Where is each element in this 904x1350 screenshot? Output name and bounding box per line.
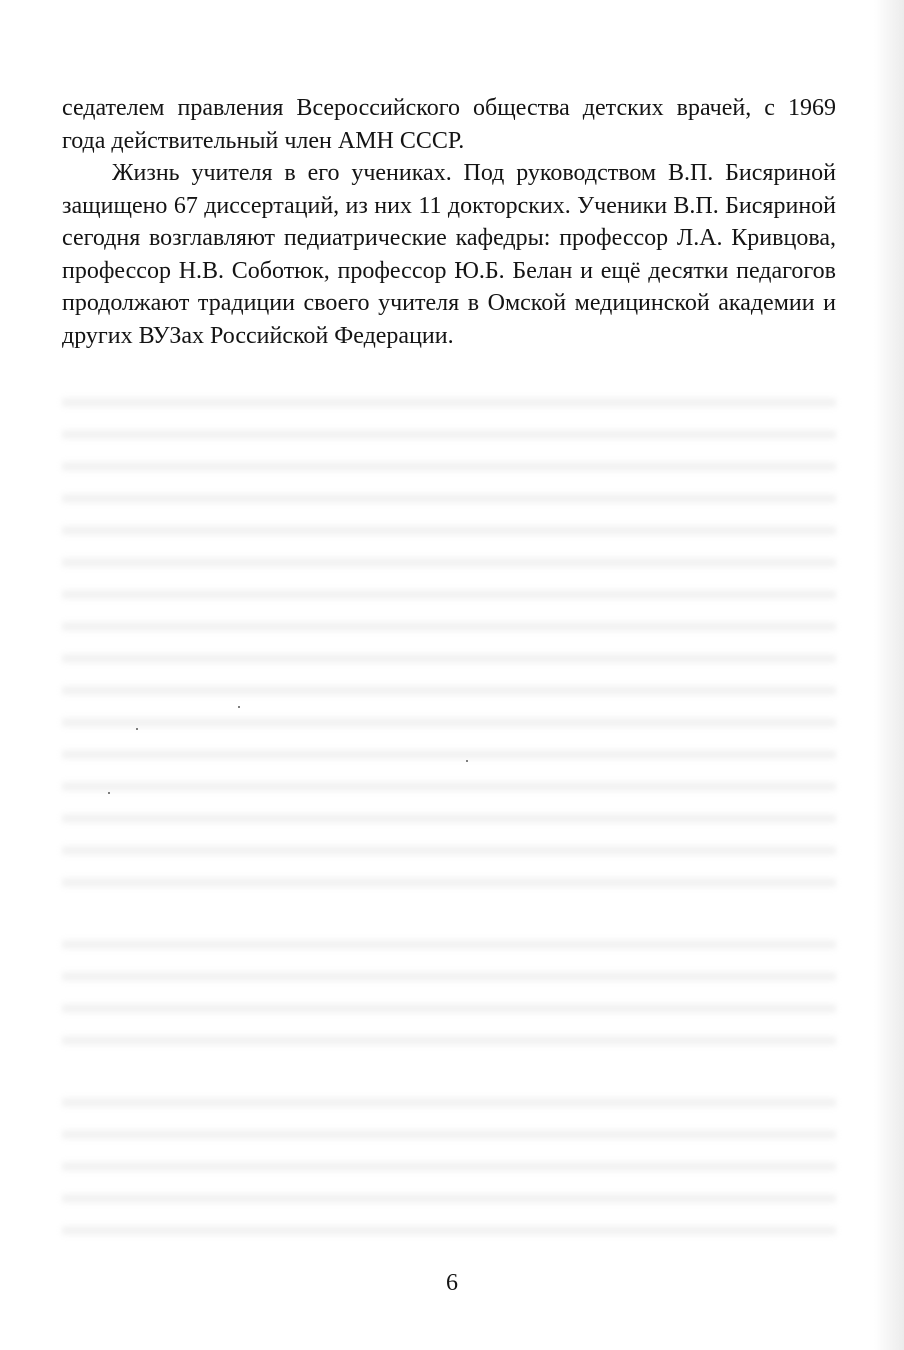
body-text — [62, 92, 836, 352]
paragraph-continuation: седателем правления Всероссийского общества детских врачей, с 1969 года действительный член АМН СССР. — [62, 95, 836, 154]
scan-speck — [466, 760, 468, 762]
scan-speck — [238, 706, 240, 708]
scan-speck — [136, 728, 138, 730]
paragraph-students: Жизнь учителя в его учениках. Под руководством В.П. Бисяриной защищено 67 диссертаций, из них 11 докторских. Ученики В.П. Бисяриной сегодня возглавляют педиатрические кафедры: профессор Л.А. Кривцова, профессор Н.В. Соботюк, профессор Ю.Б. Белан и ещё десятки педагогов продолжают традиции своего учителя в Омской медицинской академии и других ВУЗах Российской Федерации. — [62, 160, 836, 349]
scan-speck — [108, 792, 110, 794]
page-number: 6 — [446, 1270, 458, 1296]
page-edge-shadow — [874, 0, 904, 1350]
